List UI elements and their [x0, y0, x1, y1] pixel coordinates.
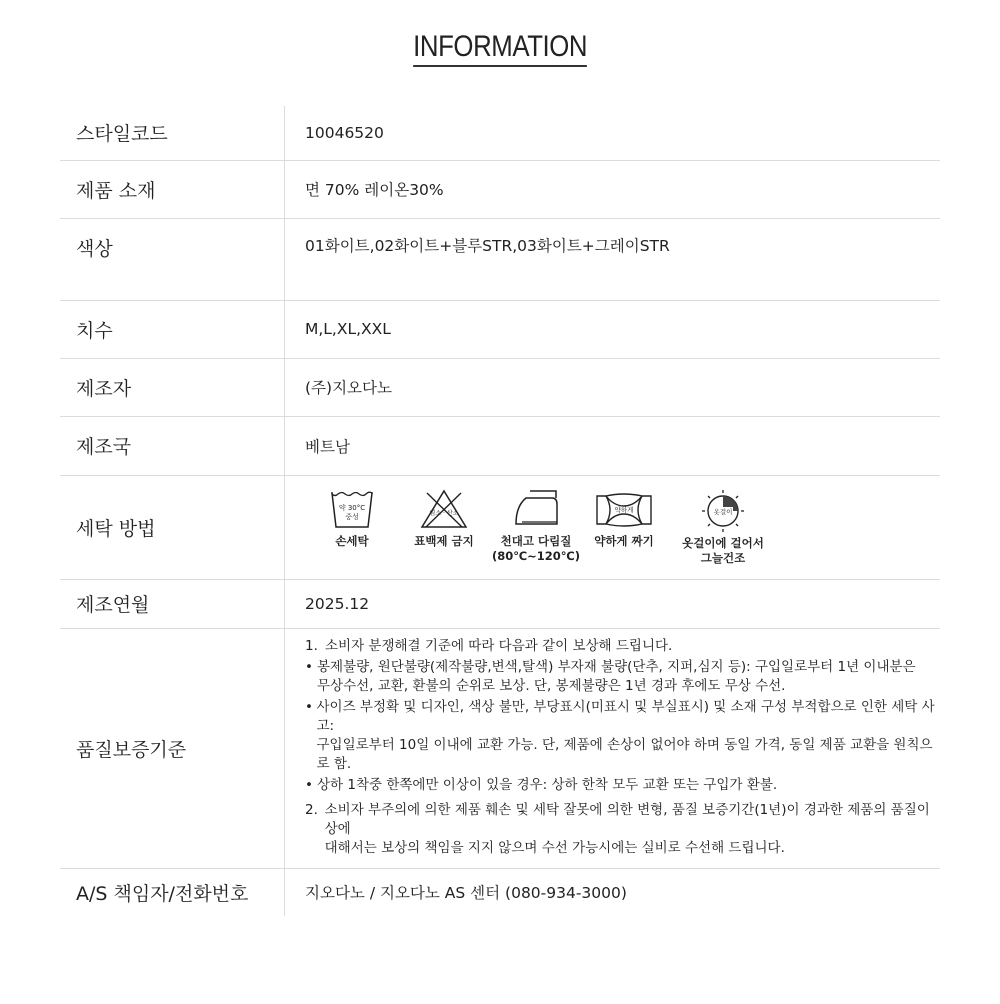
- gentle-wring-inner: 약하게: [614, 506, 634, 514]
- row-material: [60, 160, 940, 218]
- value-manufacture-date: 2025.12: [285, 579, 941, 628]
- quality-terms: [305, 629, 940, 868]
- row-manufacture-date: [60, 579, 940, 628]
- care-caption-gentle-wring: 약하게 짜기: [594, 534, 654, 548]
- quality-item-1-num: 1.: [305, 637, 318, 654]
- label-style-code: 스타일코드: [60, 106, 285, 160]
- label-quality: 품질보증기준: [60, 628, 285, 868]
- row-as-contact: [60, 868, 940, 916]
- bullet-dot: •: [305, 658, 313, 675]
- care-caption-no-bleach: 표백제 금지: [414, 534, 474, 548]
- row-style-code: [60, 106, 940, 160]
- care-item-iron: [489, 488, 583, 564]
- label-size: 치수: [60, 300, 285, 358]
- care-icons: [305, 488, 940, 566]
- value-style-code: 10046520: [285, 106, 941, 160]
- label-material: 제품 소재: [60, 160, 285, 218]
- label-color: 색상: [60, 218, 285, 300]
- no-bleach-icon: [419, 488, 469, 530]
- quality-item-2-line1: 소비자 부주의에 의한 제품 훼손 및 세탁 잘못에 의한 변형, 품질 보증기간(1년)이 경과한 제품의 품질이상에: [324, 801, 930, 837]
- value-as-contact: 지오다노 / 지오다노 AS 센터 (080-934-3000): [305, 884, 627, 903]
- label-manufacture-date: 제조연월: [60, 579, 285, 628]
- hand-wash-inner-2: 중성: [345, 513, 359, 521]
- quality-bullet-1-line2: 무상수선, 교환, 환불의 순위로 보상. 단, 봉제불량은 1년 경과 후에도 무상 수선.: [317, 677, 786, 694]
- row-size: [60, 300, 940, 358]
- quality-bullet-3: [305, 776, 940, 795]
- quality-bullet-2-line1: 사이즈 부정확 및 디자인, 색상 불만, 부당표시(미표시 및 부실표시) 및 소재 구성 부적합으로 인한 세탁 사고:: [316, 698, 935, 734]
- row-wash: [60, 475, 940, 579]
- quality-bullet-1-line1: 봉제불량, 원단불량(제작불량,변색,탈색) 부자재 불량(단추, 지퍼,심지 등): 구입일로부터 1년 이내분은: [317, 658, 916, 675]
- value-material: 면 70% 레이온30%: [285, 160, 941, 218]
- hang-dry-inner: 옷걸이: [713, 508, 733, 516]
- care-caption-hang-dry: 옷걸이에 걸어서 그늘건조: [682, 536, 764, 565]
- row-country: [60, 416, 940, 475]
- bullet-dot: •: [305, 698, 313, 715]
- hand-wash-inner-1: 약 30°C: [338, 504, 366, 512]
- product-info-table: [60, 106, 940, 916]
- label-manufacturer: 제조자: [60, 358, 285, 416]
- value-quality: [285, 628, 941, 868]
- care-item-hang-dry: [671, 488, 775, 566]
- value-manufacturer: (주)지오다노: [285, 358, 941, 416]
- heading-text: INFORMATION: [413, 30, 587, 67]
- care-item-hand-wash: [305, 488, 399, 549]
- label-wash: 세탁 방법: [60, 475, 285, 579]
- value-country: 베트남: [285, 416, 941, 475]
- iron-icon: [512, 488, 560, 530]
- gentle-wring-icon: [594, 488, 654, 530]
- label-as-contact: A/S 책임자/전화번호: [60, 868, 285, 916]
- care-caption-hand-wash: 손세탁: [335, 534, 369, 548]
- row-manufacturer: [60, 358, 940, 416]
- quality-item-1: [305, 637, 940, 656]
- quality-bullet-2: [305, 698, 940, 774]
- row-color: [60, 218, 940, 300]
- no-bleach-inner: 염소 · 산소: [429, 510, 459, 517]
- quality-item-2-num: 2.: [305, 801, 318, 818]
- quality-item-2-line2: 대해서는 보상의 책임을 지지 않으며 수선 가능시에는 실비로 수선해 드립니다.: [324, 839, 785, 856]
- care-item-gentle-wring: [577, 488, 671, 549]
- row-quality: [60, 628, 940, 868]
- hang-dry-shade-icon: [700, 488, 746, 532]
- bullet-dot: •: [305, 776, 313, 793]
- quality-bullet-2-line2: 구입일로부터 10일 이내에 교환 가능. 단, 제품에 손상이 없어야 하며 동일 가격, 동일 제품 교환을 원칙으로 함.: [316, 736, 933, 772]
- value-size: M,L,XL,XXL: [285, 300, 941, 358]
- care-caption-iron: 천대고 다림질 (80℃~120℃): [491, 534, 580, 563]
- quality-bullet-1: [305, 658, 940, 696]
- care-item-no-bleach: [397, 488, 491, 549]
- section-heading: [0, 30, 1000, 67]
- quality-item-1-text: 소비자 분쟁해결 기준에 따라 다음과 같이 보상해 드립니다.: [325, 637, 673, 654]
- quality-item-2: [305, 801, 940, 858]
- label-country: 제조국: [60, 416, 285, 475]
- value-wash: [285, 475, 941, 579]
- value-color: 01화이트,02화이트+블루STR,03화이트+그레이STR: [285, 218, 941, 300]
- quality-bullet-3-line1: 상하 1착중 한쪽에만 이상이 있을 경우: 상하 한착 모두 교환 또는 구입가 환불.: [317, 776, 778, 793]
- hand-wash-icon: [329, 488, 375, 530]
